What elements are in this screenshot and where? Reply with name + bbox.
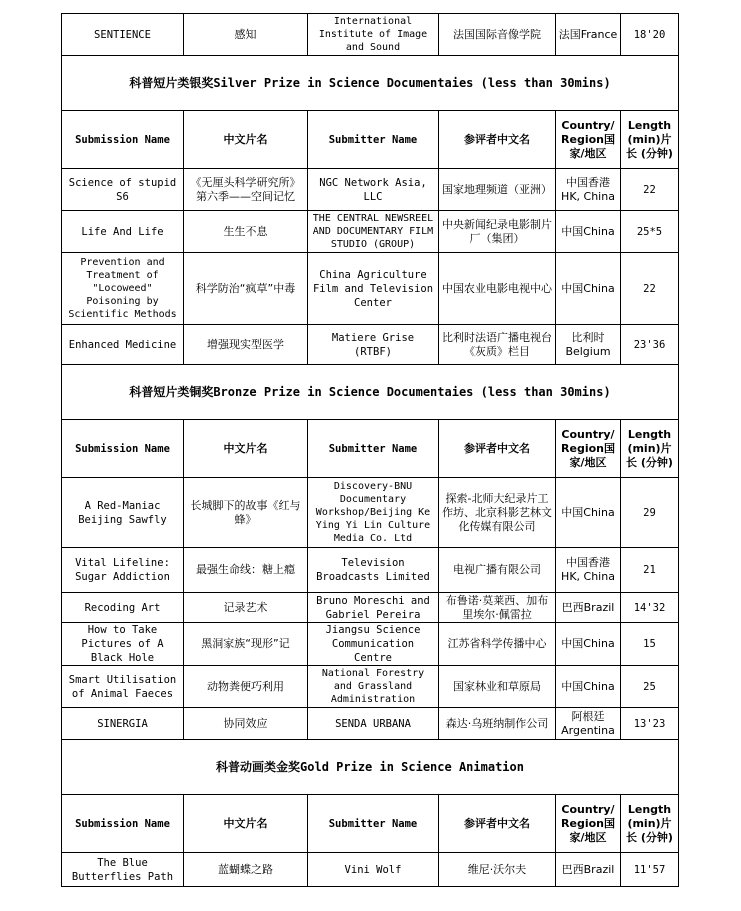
table-row [62,593,679,623]
submitter-name: International Institute of Image and Sound [308,14,439,56]
country: 法国France [556,14,621,56]
reviewer-cn: 国家地理频道（亚洲） [439,169,556,211]
chinese-title: 生生不息 [184,211,308,253]
table-row [62,623,679,666]
country: 比利时Belgium [556,325,621,365]
submission-name: Life And Life [62,211,184,253]
submission-name: Vital Lifeline: Sugar Addiction [62,548,184,593]
header-submitter-name: Submitter Name [308,795,439,853]
reviewer-cn: 中央新闻纪录电影制片厂（集团） [439,211,556,253]
submission-name: The Blue Butterflies Path [62,853,184,887]
chinese-title: 《无厘头科学研究所》第六季——空间记忆 [184,169,308,211]
length: 18'20 [621,14,679,56]
country: 中国China [556,253,621,325]
reviewer-cn: 江苏省科学传播中心 [439,623,556,666]
section-title-bronze: 科普短片类铜奖Bronze Prize in Science Documentaies (less than 30mins) [62,365,679,420]
country: 中国China [556,478,621,548]
header-chinese-title: 中文片名 [184,420,308,478]
section-title-row [62,56,679,111]
table-row [62,14,679,56]
header-reviewer-cn: 参评者中文名 [439,420,556,478]
submission-name: Enhanced Medicine [62,325,184,365]
chinese-title: 长城脚下的故事《红与蜂》 [184,478,308,548]
table-row [62,169,679,211]
reviewer-cn: 布鲁诺·莫莱西、加布里埃尔·佩雷拉 [439,593,556,623]
header-chinese-title: 中文片名 [184,795,308,853]
chinese-title: 动物粪便巧利用 [184,666,308,708]
length: 13'23 [621,708,679,740]
header-reviewer-cn: 参评者中文名 [439,111,556,169]
header-row [62,795,679,853]
submitter-name: China Agriculture Film and Television Center [308,253,439,325]
chinese-title: 感知 [184,14,308,56]
length: 11'57 [621,853,679,887]
length: 25*5 [621,211,679,253]
submission-name: A Red-Maniac Beijing Sawfly [62,478,184,548]
table-row [62,666,679,708]
length: 25 [621,666,679,708]
submission-name: Smart Utilisation of Animal Faeces [62,666,184,708]
length: 21 [621,548,679,593]
table-row [62,478,679,548]
length: 23'36 [621,325,679,365]
header-country: Country/Region国家/地区 [556,795,621,853]
table-row [62,708,679,740]
table-row [62,548,679,593]
reviewer-cn: 电视广播有限公司 [439,548,556,593]
header-submission-name: Submission Name [62,795,184,853]
header-row [62,111,679,169]
header-length: Length (min)片长 (分钟) [621,795,679,853]
submitter-name: THE CENTRAL NEWSREEL AND DOCUMENTARY FILM STUDIO (GROUP) [308,211,439,253]
table-row [62,253,679,325]
reviewer-cn: 维尼·沃尔夫 [439,853,556,887]
chinese-title: 记录艺术 [184,593,308,623]
chinese-title: 最强生命线：糖上瘾 [184,548,308,593]
submission-name: SENTIENCE [62,14,184,56]
reviewer-cn: 比利时法语广播电视台《灰质》栏目 [439,325,556,365]
header-submission-name: Submission Name [62,111,184,169]
chinese-title: 黑洞家族“现形”记 [184,623,308,666]
header-submission-name: Submission Name [62,420,184,478]
submitter-name: Television Broadcasts Limited [308,548,439,593]
header-reviewer-cn: 参评者中文名 [439,795,556,853]
country: 中国香港HK, China [556,169,621,211]
length: 22 [621,253,679,325]
country: 中国香港HK, China [556,548,621,593]
submitter-name: Jiangsu Science Communication Centre [308,623,439,666]
reviewer-cn: 中国农业电影电视中心 [439,253,556,325]
section-title-row [62,740,679,795]
table-row [62,325,679,365]
country: 中国China [556,211,621,253]
header-country: Country/Region国家/地区 [556,420,621,478]
header-chinese-title: 中文片名 [184,111,308,169]
section-title-row [62,365,679,420]
awards-table [61,13,679,887]
submitter-name: National Forestry and Grassland Administration [308,666,439,708]
header-country: Country/Region国家/地区 [556,111,621,169]
length: 22 [621,169,679,211]
table-row [62,211,679,253]
reviewer-cn: 法国国际音像学院 [439,14,556,56]
chinese-title: 蓝蝴蝶之路 [184,853,308,887]
submission-name: Prevention and Treatment of "Locoweed" Poisoning by Scientific Methods [62,253,184,325]
submission-name: SINERGIA [62,708,184,740]
submission-name: How to Take Pictures of A Black Hole [62,623,184,666]
submitter-name: Matiere Grise (RTBF) [308,325,439,365]
country: 巴西Brazil [556,853,621,887]
country: 中国China [556,623,621,666]
submitter-name: Discovery-BNU Documentary Workshop/Beijing Ke Ying Yi Lin Culture Media Co. Ltd [308,478,439,548]
submission-name: Recoding Art [62,593,184,623]
submitter-name: Vini Wolf [308,853,439,887]
submitter-name: NGC Network Asia, LLC [308,169,439,211]
length: 15 [621,623,679,666]
country: 阿根廷Argentina [556,708,621,740]
length: 14'32 [621,593,679,623]
header-submitter-name: Submitter Name [308,111,439,169]
country: 中国China [556,666,621,708]
reviewer-cn: 国家林业和草原局 [439,666,556,708]
section-title-gold-animation: 科普动画类金奖Gold Prize in Science Animation [62,740,679,795]
length: 29 [621,478,679,548]
chinese-title: 增强现实型医学 [184,325,308,365]
submitter-name: Bruno Moreschi and Gabriel Pereira [308,593,439,623]
header-row [62,420,679,478]
reviewer-cn: 森达·乌班纳制作公司 [439,708,556,740]
chinese-title: 科学防治“疯草”中毒 [184,253,308,325]
submission-name: Science of stupid S6 [62,169,184,211]
section-title-silver: 科普短片类银奖Silver Prize in Science Documentaies (less than 30mins) [62,56,679,111]
reviewer-cn: 探索-北师大纪录片工作坊、北京科影艺林文化传媒有限公司 [439,478,556,548]
header-submitter-name: Submitter Name [308,420,439,478]
table-row [62,853,679,887]
header-length: Length (min)片长 (分钟) [621,420,679,478]
chinese-title: 协同效应 [184,708,308,740]
header-length: Length (min)片长 (分钟) [621,111,679,169]
country: 巴西Brazil [556,593,621,623]
submitter-name: SENDA URBANA [308,708,439,740]
